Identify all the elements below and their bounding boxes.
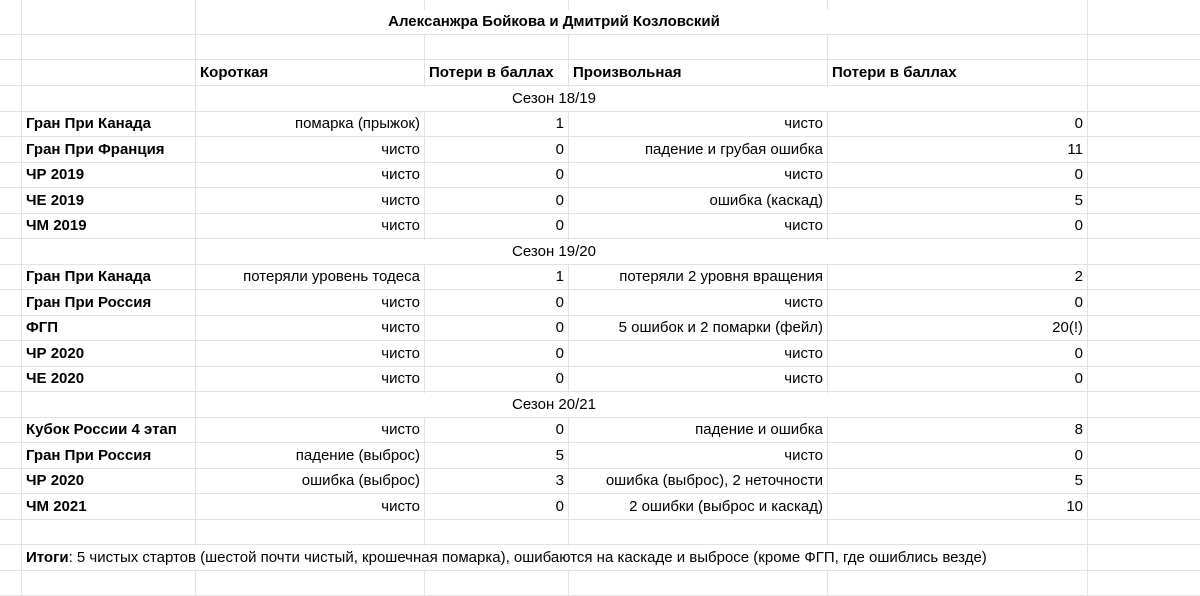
season-label[interactable]: Сезон 19/20 [196,240,912,264]
free-cell[interactable]: падение и грубая ошибка [569,138,827,162]
empty-row [0,35,1200,60]
free-loss-cell[interactable]: 2 [828,265,1087,289]
short-loss-cell[interactable]: 1 [425,112,568,136]
short-cell[interactable]: чисто [196,138,424,162]
table-row [0,367,1200,392]
sheet-title[interactable]: Алексанжра Бойкова и Дмитрий Козловский [196,10,912,34]
short-cell[interactable]: чисто [196,316,424,340]
free-cell[interactable]: чисто [569,444,827,468]
table-row [0,112,1200,137]
free-cell[interactable]: чисто [569,291,827,315]
free-cell[interactable]: чисто [569,163,827,187]
short-loss-cell[interactable]: 0 [425,495,568,519]
short-loss-cell[interactable]: 0 [425,291,568,315]
empty-row [0,520,1200,545]
short-cell[interactable]: падение (выброс) [196,444,424,468]
season-row [0,240,1200,265]
free-cell[interactable]: падение и ошибка [569,418,827,442]
table-row [0,495,1200,520]
header-free-loss[interactable]: Потери в баллах [828,61,1087,85]
event-cell[interactable]: Гран При Канада [22,112,195,136]
event-cell[interactable]: ФГП [22,316,195,340]
free-cell[interactable]: ошибка (выброс), 2 неточности [569,469,827,493]
short-loss-cell[interactable]: 0 [425,214,568,238]
free-loss-cell[interactable]: 0 [828,163,1087,187]
short-loss-cell[interactable]: 5 [425,444,568,468]
free-cell[interactable]: 5 ошибок и 2 помарки (фейл) [569,316,827,340]
table-row [0,189,1200,214]
short-loss-cell[interactable]: 0 [425,367,568,391]
short-cell[interactable]: чисто [196,189,424,213]
free-cell[interactable]: чисто [569,112,827,136]
free-loss-cell[interactable]: 0 [828,112,1087,136]
free-loss-cell[interactable]: 10 [828,495,1087,519]
event-cell[interactable]: ЧМ 2021 [22,495,195,519]
free-cell[interactable]: 2 ошибки (выброс и каскад) [569,495,827,519]
table-row [0,469,1200,494]
free-cell[interactable]: чисто [569,367,827,391]
season-label[interactable]: Сезон 18/19 [196,87,912,111]
free-loss-cell[interactable]: 0 [828,291,1087,315]
free-loss-cell[interactable]: 11 [828,138,1087,162]
free-loss-cell[interactable]: 0 [828,342,1087,366]
free-loss-cell[interactable]: 0 [828,444,1087,468]
event-cell[interactable]: ЧР 2019 [22,163,195,187]
short-loss-cell[interactable]: 0 [425,163,568,187]
event-cell[interactable]: ЧЕ 2020 [22,367,195,391]
short-cell[interactable]: помарка (прыжок) [196,112,424,136]
table-row [0,138,1200,163]
table-row [0,444,1200,469]
free-loss-cell[interactable]: 5 [828,189,1087,213]
summary-cell[interactable] [22,546,987,570]
event-cell[interactable]: Гран При Россия [22,444,195,468]
table-row [0,418,1200,443]
free-loss-cell[interactable]: 0 [828,367,1087,391]
season-row [0,87,1200,112]
event-cell[interactable]: ЧР 2020 [22,342,195,366]
free-cell[interactable]: ошибка (каскад) [569,189,827,213]
event-cell[interactable]: ЧМ 2019 [22,214,195,238]
header-short[interactable]: Короткая [196,61,424,85]
free-cell[interactable]: потеряли 2 уровня вращения [569,265,827,289]
short-cell[interactable]: потеряли уровень тодеса [196,265,424,289]
free-cell[interactable]: чисто [569,214,827,238]
event-cell[interactable]: ЧР 2020 [22,469,195,493]
short-loss-cell[interactable]: 0 [425,316,568,340]
short-loss-cell[interactable]: 0 [425,138,568,162]
table-row [0,342,1200,367]
season-row [0,393,1200,418]
table-row [0,214,1200,239]
event-cell[interactable]: Кубок России 4 этап [22,418,195,442]
summary-text: : 5 чистых стартов (шестой почти чистый, крошечная помарка), ошибаются на каскаде и выбросе (кроме ФГП, где ошиблись везде) [68,549,987,566]
table-row [0,265,1200,290]
header-free[interactable]: Произвольная [569,61,827,85]
season-label[interactable]: Сезон 20/21 [196,393,912,417]
short-cell[interactable]: чисто [196,163,424,187]
table-row [0,316,1200,341]
short-cell[interactable]: ошибка (выброс) [196,469,424,493]
short-loss-cell[interactable]: 0 [425,342,568,366]
free-loss-cell[interactable]: 5 [828,469,1087,493]
event-cell[interactable]: Гран При Франция [22,138,195,162]
short-cell[interactable]: чисто [196,367,424,391]
table-row [0,163,1200,188]
event-cell[interactable]: ЧЕ 2019 [22,189,195,213]
short-loss-cell[interactable]: 1 [425,265,568,289]
free-loss-cell[interactable]: 20(!) [828,316,1087,340]
short-cell[interactable]: чисто [196,214,424,238]
header-short-loss[interactable]: Потери в баллах [425,61,568,85]
free-loss-cell[interactable]: 0 [828,214,1087,238]
event-cell[interactable]: Гран При Россия [22,291,195,315]
title-row [0,10,1200,35]
summary-row [0,546,1200,571]
short-cell[interactable]: чисто [196,495,424,519]
table-row [0,291,1200,316]
summary-label: Итоги [26,549,69,566]
short-loss-cell[interactable]: 3 [425,469,568,493]
short-cell[interactable]: чисто [196,418,424,442]
short-cell[interactable]: чисто [196,342,424,366]
header-row [0,61,1200,86]
free-loss-cell[interactable]: 8 [828,418,1087,442]
event-cell[interactable]: Гран При Канада [22,265,195,289]
free-cell[interactable]: чисто [569,342,827,366]
short-loss-cell[interactable]: 0 [425,418,568,442]
empty-row [0,571,1200,596]
short-loss-cell[interactable]: 0 [425,189,568,213]
short-cell[interactable]: чисто [196,291,424,315]
